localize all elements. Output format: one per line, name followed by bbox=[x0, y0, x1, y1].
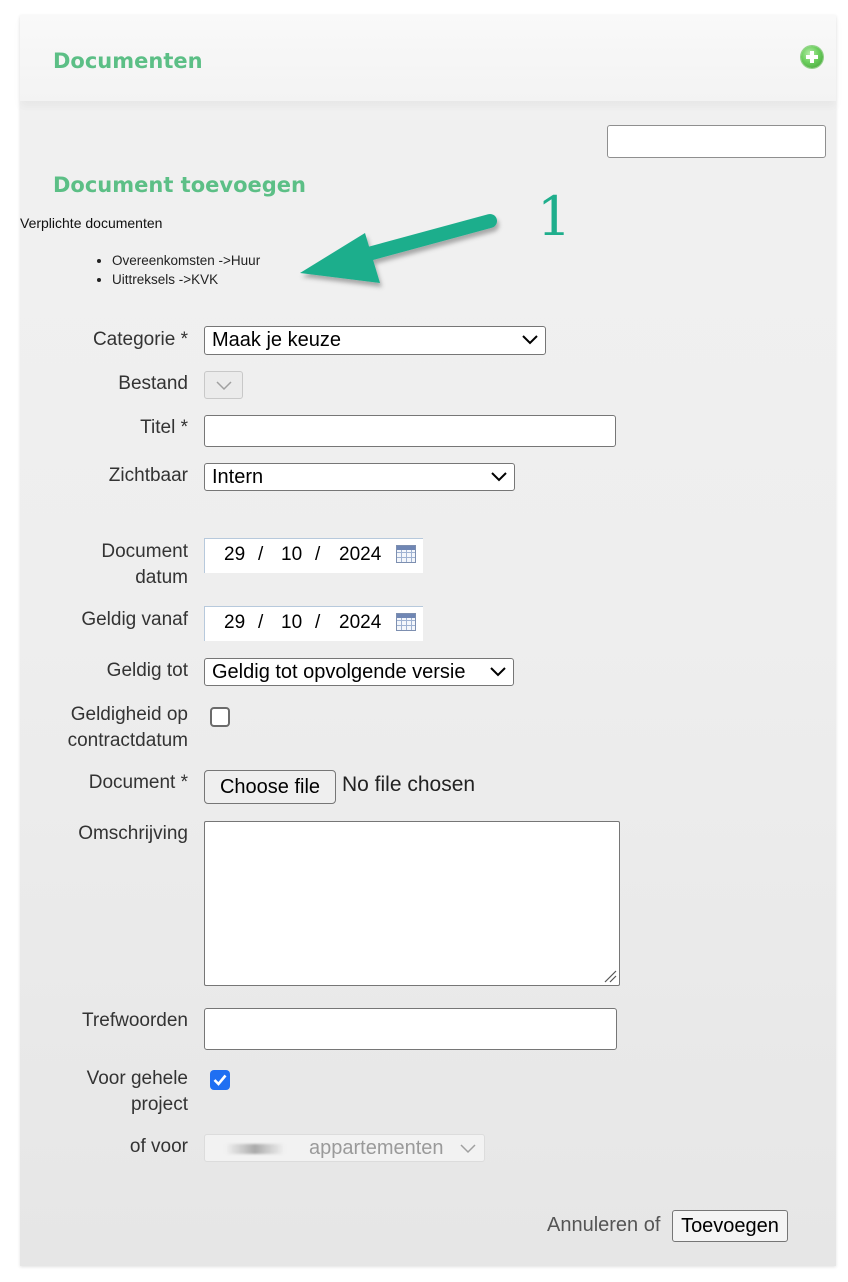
document-datum-label: Document datum bbox=[101, 541, 188, 588]
voor-gehele-project-label: Voor gehele project bbox=[86, 1068, 188, 1115]
resize-handle-icon[interactable] bbox=[603, 969, 617, 983]
categorie-select[interactable] bbox=[204, 326, 546, 355]
zichtbaar-value: Intern bbox=[212, 466, 264, 488]
trefwoorden-label: Trefwoorden bbox=[82, 1010, 188, 1031]
callout-arrow-icon bbox=[280, 205, 510, 295]
callout-number: 1 bbox=[537, 185, 572, 248]
titel-input[interactable] bbox=[204, 415, 616, 447]
page-title: Documenten bbox=[53, 49, 203, 73]
documents-panel bbox=[20, 15, 836, 1266]
chevron-down-icon bbox=[522, 335, 538, 345]
file-status: No file chosen bbox=[342, 773, 476, 796]
geldig-tot-label: Geldig tot bbox=[106, 660, 188, 681]
geldig-tot-value: Geldig tot opvolgende versie bbox=[212, 661, 466, 683]
geldigheid-checkbox[interactable] bbox=[210, 707, 230, 727]
list-item: • Uittreksels ->KVK bbox=[112, 270, 260, 289]
redacted-value bbox=[225, 1144, 285, 1154]
of-voor-value: appartementen bbox=[309, 1137, 444, 1159]
choose-file-button[interactable]: Choose file bbox=[204, 770, 336, 804]
document-datum-input[interactable]: 29 / 10 / 2024 bbox=[204, 538, 423, 573]
calendar-icon[interactable] bbox=[396, 613, 416, 631]
geldig-vanaf-label: Geldig vanaf bbox=[81, 609, 188, 630]
calendar-icon[interactable] bbox=[396, 545, 416, 563]
omschrijving-label: Omschrijving bbox=[78, 823, 188, 844]
submit-button[interactable]: Toevoegen bbox=[672, 1210, 788, 1242]
chevron-down-icon bbox=[460, 1144, 476, 1154]
titel-label: Titel * bbox=[140, 417, 188, 438]
chevron-down-icon bbox=[216, 381, 232, 391]
panel-header bbox=[20, 15, 836, 101]
checkmark-icon bbox=[213, 1074, 227, 1086]
cancel-link[interactable]: Annuleren of bbox=[547, 1214, 661, 1236]
bestand-label: Bestand bbox=[118, 373, 188, 394]
document-label: Document * bbox=[88, 772, 188, 793]
of-voor-select[interactable] bbox=[204, 1134, 485, 1162]
geldigheid-label: Geldigheid op contractdatum bbox=[67, 704, 188, 751]
categorie-value: Maak je keuze bbox=[212, 329, 341, 351]
required-documents-list bbox=[94, 251, 260, 289]
zichtbaar-label: Zichtbaar bbox=[108, 465, 188, 486]
zichtbaar-select[interactable] bbox=[204, 463, 515, 491]
of-voor-label: of voor bbox=[129, 1136, 188, 1157]
section-title: Document toevoegen bbox=[53, 173, 306, 197]
top-search-input[interactable] bbox=[607, 125, 826, 158]
trefwoorden-input[interactable] bbox=[204, 1008, 617, 1050]
geldig-vanaf-input[interactable]: 29 / 10 / 2024 bbox=[204, 606, 423, 641]
list-item: • Overeenkomsten ->Huur bbox=[112, 251, 260, 270]
bestand-select[interactable] bbox=[204, 371, 243, 399]
chevron-down-icon bbox=[490, 667, 506, 677]
geldig-tot-select[interactable] bbox=[204, 658, 514, 686]
omschrijving-textarea[interactable] bbox=[204, 821, 620, 986]
categorie-label: Categorie * bbox=[92, 329, 188, 350]
voor-gehele-project-checkbox[interactable] bbox=[210, 1070, 230, 1090]
required-documents-heading: Verplichte documenten bbox=[20, 215, 163, 231]
chevron-down-icon bbox=[491, 472, 507, 482]
add-document-icon[interactable] bbox=[801, 46, 823, 68]
